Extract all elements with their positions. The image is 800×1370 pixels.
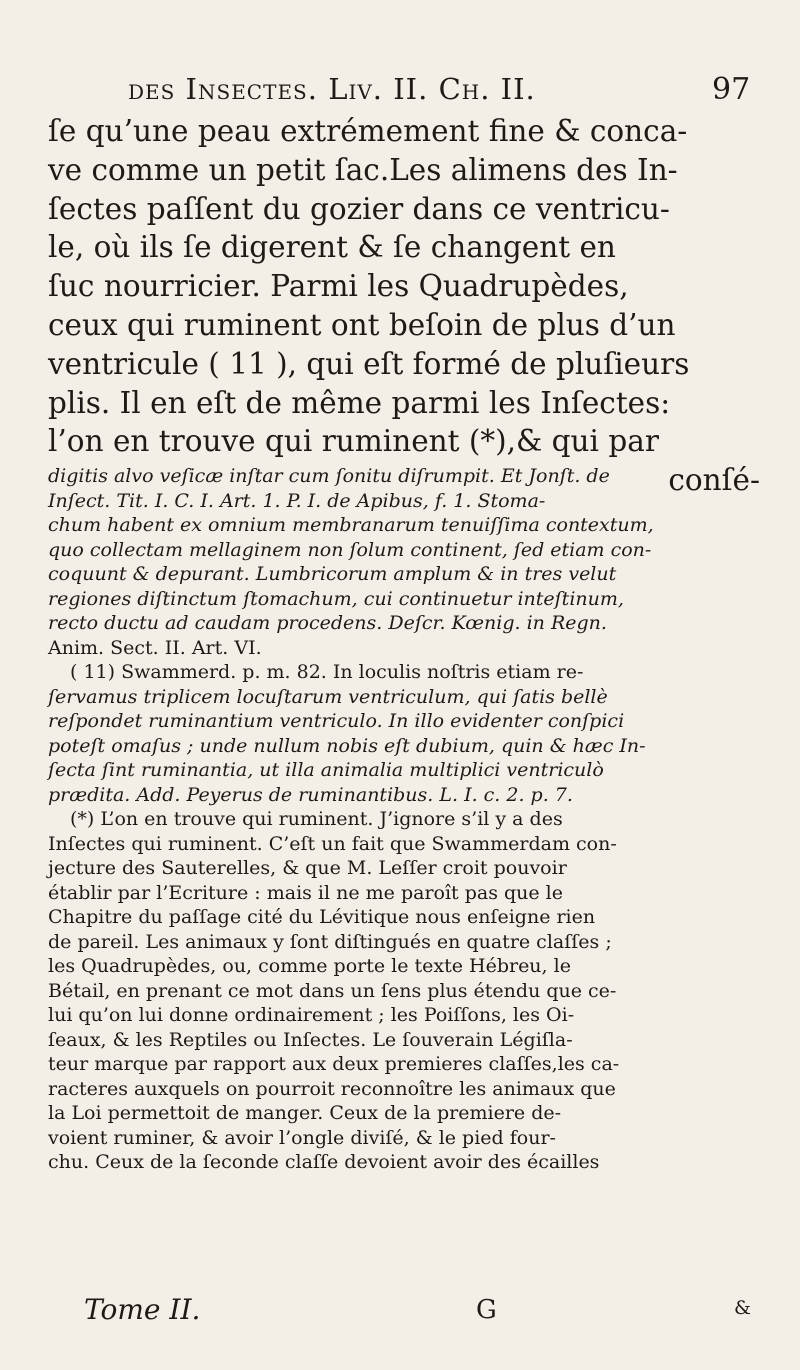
footnote-line: racteres auxquels on pourroit reconnoître les animaux que (48, 1077, 616, 1100)
text-line: ſuc nourricier. Parmi les Quadrupèdes, (48, 269, 629, 304)
main-text (48, 112, 760, 500)
volume-label: Tome II. (84, 1293, 201, 1326)
footnote-line: ſecta ſint ruminantia, ut illa animalia multiplici ventriculò (48, 759, 604, 781)
text-line: conſé- (668, 463, 760, 498)
page-footer (0, 1293, 800, 1333)
text-line: ſe qu’une peau extrémement fine & conca- (48, 114, 688, 148)
footnote-line: de pareil. Les animaux y ſont diſtingués en quatre claſſes ; (48, 930, 612, 953)
text-line: l’on en trouve qui ruminent (*),& qui par (48, 424, 659, 459)
page-header (0, 72, 800, 112)
signature-mark: G (476, 1295, 497, 1325)
footnote-line: prædita. Add. Peyerus de ruminantibus. L. I. c. 2. p. 7. (48, 783, 573, 806)
footnote-line: lui qu’on lui donne ordinairement ; les Poiſſons, les Oi- (48, 1004, 575, 1026)
footnote-line: coquunt & depurant. Lumbricorum amplum & in tres velut (48, 563, 617, 585)
page-number: 97 (712, 72, 751, 107)
text-line: le, où ils ſe digerent & ſe changent en (48, 230, 616, 265)
footnote-line: les Quadrupèdes, ou, comme porte le texte Hébreu, le (48, 955, 571, 977)
catchword: & (734, 1297, 751, 1319)
text-line: plis. Il en eſt de même parmi les Inſectes: (48, 385, 671, 420)
text-line: ve comme un petit ſac.Les alimens des In- (48, 152, 678, 187)
footnote-line: Inſect. Tit. I. C. I. Art. 1. P. I. de Apibus, f. 1. Stoma- (48, 489, 546, 512)
footnote-line: teur marque par rapport aux deux premieres claſſes,les ca- (48, 1053, 620, 1075)
footnote-line: Anim. Sect. II. Art. VI. (48, 636, 262, 659)
footnote-line: reſpondet ruminantium ventriculo. In illo evidenter conſpici (48, 710, 625, 732)
footnote-line: (*) L’on en trouve qui ruminent. J’ignore s’il y a des (70, 808, 563, 830)
footnote-line: regiones diſtinctum ſtomachum, cui continuetur inteſtinum, (48, 587, 624, 610)
footnote-line: poteſt omaſus ; unde nullum nobis eſt dubium, quin & hæc In- (48, 734, 646, 757)
footnote-line: la Loi permettoit de manger. Ceux de la premiere de- (48, 1102, 562, 1124)
footnotes (48, 464, 768, 1175)
text-line: ventricule ( 11 ), qui eſt formé de pluſieurs (48, 346, 690, 381)
footnote-line: établir par l’Ecriture : mais il ne me paroît pas que le (48, 881, 563, 904)
footnote-line: digitis alvo veſicæ inſtar cum ſonitu diſrumpit. Et Jonſt. de (48, 465, 610, 487)
footnote-line: Inſectes qui ruminent. C’eſt un fait que Swammerdam con- (48, 832, 617, 855)
footnote-line: Chapitre du paſſage cité du Lévitique nous enſeigne rien (48, 906, 596, 928)
text-line: ſectes paſſent du gozier dans ce ventricu- (48, 191, 670, 226)
text-line: ceux qui ruminent ont beſoin de plus d’un (48, 307, 676, 342)
footnote-line: jecture des Sauterelles, & que M. Leſſer croit pouvoir (48, 857, 567, 879)
footnote-line: chum habent ex omnium membranarum tenuiſſima contextum, (48, 514, 654, 536)
footnote-line: quo collectam mellaginem non ſolum continent, ſed etiam con- (48, 538, 652, 561)
footnote-line: Bétail, en prenant ce mot dans un ſens plus étendu que ce- (48, 979, 617, 1002)
footnote-line: chu. Ceux de la ſeconde claſſe devoient avoir des écailles (48, 1151, 600, 1173)
footnote-line: recto ductu ad caudam procedens. Deſcr. Kœnig. in Regn. (48, 612, 607, 634)
footnote-line: ſervamus triplicem locuſtarum ventriculum, qui ſatis bellè (48, 685, 608, 708)
footnote-line: ſeaux, & les Reptiles ou Inſectes. Le ſouverain Légiſla- (48, 1028, 573, 1051)
footnote-line: voient ruminer, & avoir l’ongle diviſé, & le pied four- (48, 1126, 556, 1149)
footnote-line: ( 11) Swammerd. p. m. 82. In loculis noſtris etiam re- (70, 661, 584, 683)
running-title: des Insectes. Liv. II. Ch. II. (128, 72, 536, 106)
